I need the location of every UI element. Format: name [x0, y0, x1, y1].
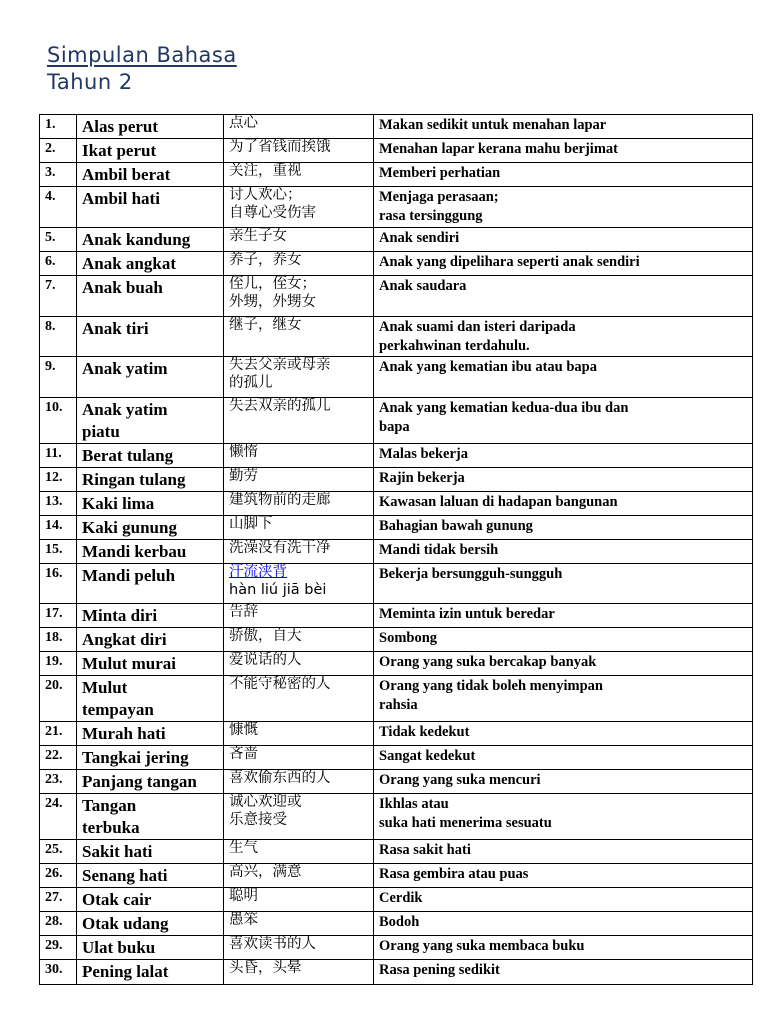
chinese-meaning	[224, 540, 374, 564]
malay-meaning-line: Anak yang kematian kedua-dua ibu dan	[379, 400, 629, 416]
chinese-meaning-line: 乐意接受	[229, 811, 287, 828]
chinese-meaning-line: 点心	[229, 115, 258, 131]
chinese-meaning	[224, 187, 374, 228]
idiom-term-line: Anak tiri	[82, 319, 149, 338]
row-number: 26.	[40, 864, 77, 888]
chinese-meaning-line: 建筑物前的走廊	[229, 492, 331, 508]
row-number: 9.	[40, 357, 77, 398]
chinese-meaning-line: 吝啬	[229, 746, 258, 762]
chinese-meaning-line: 不能守秘密的人	[229, 676, 331, 692]
idiom-term	[77, 912, 224, 936]
chinese-meaning-line: 骄傲，自大	[229, 628, 302, 644]
idiom-term	[77, 770, 224, 794]
table-row	[40, 746, 753, 770]
malay-meaning-line: Orang yang tidak boleh menyimpan	[379, 678, 603, 694]
malay-meaning	[374, 516, 753, 540]
row-number: 12.	[40, 468, 77, 492]
malay-meaning-line: Anak suami dan isteri daripada	[379, 319, 576, 335]
chinese-meaning	[224, 468, 374, 492]
chinese-meaning-line: 诚心欢迎或	[229, 794, 302, 810]
malay-meaning-line: rahsia	[379, 697, 418, 713]
chinese-meaning	[224, 746, 374, 770]
chinese-meaning-line: 告辞	[229, 604, 258, 620]
row-number: 8.	[40, 317, 77, 357]
idiom-term-line: Ulat buku	[82, 938, 156, 957]
idiom-term	[77, 163, 224, 187]
table-row	[40, 398, 753, 444]
chinese-meaning	[224, 163, 374, 187]
idiom-term	[77, 676, 224, 722]
idiom-term	[77, 357, 224, 398]
table-row	[40, 936, 753, 960]
chinese-meaning	[224, 604, 374, 628]
idiom-term-line: Mulut	[82, 678, 128, 697]
malay-meaning	[374, 864, 753, 888]
row-number: 18.	[40, 628, 77, 652]
chinese-meaning-line: 喜欢读书的人	[229, 936, 316, 952]
malay-meaning	[374, 228, 753, 252]
idiom-term	[77, 139, 224, 163]
row-number: 22.	[40, 746, 77, 770]
row-number: 6.	[40, 252, 77, 276]
chinese-meaning-line: 勤劳	[229, 468, 258, 484]
table-row	[40, 163, 753, 187]
chinese-meaning-line: 高兴，满意	[229, 864, 302, 880]
chinese-meaning	[224, 960, 374, 985]
row-number: 4.	[40, 187, 77, 228]
malay-meaning-line: Orang yang suka mencuri	[379, 772, 541, 788]
malay-meaning	[374, 794, 753, 840]
idiom-term-line: Murah hati	[82, 724, 166, 743]
idiom-term-line: Anak yatim	[82, 400, 168, 419]
malay-meaning-line: Anak sendiri	[379, 230, 460, 246]
chinese-meaning-line: 侄儿，侄女；	[229, 276, 316, 292]
chinese-meaning	[224, 115, 374, 139]
table-row	[40, 864, 753, 888]
malay-meaning-line: Menjaga perasaan;	[379, 189, 499, 205]
row-number: 13.	[40, 492, 77, 516]
chinese-meaning	[224, 228, 374, 252]
idiom-term-line: Angkat diri	[82, 630, 167, 649]
row-number: 14.	[40, 516, 77, 540]
row-number: 11.	[40, 444, 77, 468]
idiom-term	[77, 516, 224, 540]
chinese-meaning-line: 继子，继女	[229, 317, 302, 333]
malay-meaning-line: Bahagian bawah gunung	[379, 518, 533, 534]
malay-meaning	[374, 540, 753, 564]
idiom-term	[77, 888, 224, 912]
malay-meaning-line: Bekerja bersungguh-sungguh	[379, 566, 563, 582]
malay-meaning-line: Ikhlas atau	[379, 796, 449, 812]
idiom-term-line: Anak kandung	[82, 230, 191, 249]
row-number: 15.	[40, 540, 77, 564]
chinese-meaning	[224, 840, 374, 864]
malay-meaning-line: Sombong	[379, 630, 438, 646]
malay-meaning	[374, 770, 753, 794]
malay-meaning-line: Cerdik	[379, 890, 423, 906]
row-number: 1.	[40, 115, 77, 139]
idiom-term	[77, 840, 224, 864]
chinese-meaning	[224, 770, 374, 794]
malay-meaning	[374, 163, 753, 187]
idiom-term-line: Tangkai jering	[82, 748, 189, 767]
idiom-term-line: Pening lalat	[82, 962, 169, 981]
chinese-meaning-line: 亲生子女	[229, 228, 287, 244]
row-number: 30.	[40, 960, 77, 985]
chinese-meaning	[224, 444, 374, 468]
idiom-term	[77, 864, 224, 888]
row-number: 20.	[40, 676, 77, 722]
chinese-meaning-line: 失去双亲的孤儿	[229, 398, 331, 414]
malay-meaning-line: Rasa pening sedikit	[379, 962, 500, 978]
table-row	[40, 840, 753, 864]
table-row	[40, 628, 753, 652]
chinese-meaning	[224, 492, 374, 516]
malay-meaning-line: Makan sedikit untuk menahan lapar	[379, 117, 607, 133]
chinese-meaning	[224, 936, 374, 960]
table-row	[40, 652, 753, 676]
idiom-term	[77, 540, 224, 564]
malay-meaning	[374, 652, 753, 676]
idiom-term-line: Mandi kerbau	[82, 542, 187, 561]
chinese-meaning	[224, 398, 374, 444]
chinese-meaning-line: 山脚下	[229, 516, 273, 532]
chinese-meaning	[224, 628, 374, 652]
idiom-term	[77, 794, 224, 840]
chinese-meaning	[224, 676, 374, 722]
row-number: 10.	[40, 398, 77, 444]
table-row	[40, 676, 753, 722]
malay-meaning	[374, 276, 753, 317]
row-number: 24.	[40, 794, 77, 840]
malay-meaning-line: Meminta izin untuk beredar	[379, 606, 555, 622]
idiom-term-line: Mulut murai	[82, 654, 176, 673]
row-number: 23.	[40, 770, 77, 794]
row-number: 5.	[40, 228, 77, 252]
chinese-meaning	[224, 888, 374, 912]
idiom-term	[77, 722, 224, 746]
malay-meaning-line: Anak yang dipelihara seperti anak sendiri	[379, 254, 640, 270]
idiom-term	[77, 228, 224, 252]
idiom-term-line: Ringan tulang	[82, 470, 186, 489]
chinese-meaning-line: 外甥，外甥女	[229, 293, 316, 310]
malay-meaning	[374, 398, 753, 444]
table-row	[40, 540, 753, 564]
malay-meaning-line: Anak yang kematian ibu atau bapa	[379, 359, 597, 375]
malay-meaning-line: rasa tersinggung	[379, 208, 483, 224]
document-title	[47, 42, 237, 96]
malay-meaning	[374, 746, 753, 770]
chinese-meaning-line: 的孤儿	[229, 374, 273, 391]
malay-meaning	[374, 492, 753, 516]
malay-meaning	[374, 604, 753, 628]
table-row	[40, 492, 753, 516]
table-row	[40, 604, 753, 628]
table-row	[40, 276, 753, 317]
malay-meaning	[374, 317, 753, 357]
row-number: 19.	[40, 652, 77, 676]
malay-meaning-line: Rasa gembira atau puas	[379, 866, 529, 882]
table-row	[40, 722, 753, 746]
malay-meaning-line: suka hati menerima sesuatu	[379, 815, 552, 831]
table-row	[40, 317, 753, 357]
table-row	[40, 468, 753, 492]
table-row	[40, 564, 753, 604]
table-row	[40, 794, 753, 840]
chinese-meaning-line: 慷慨	[229, 722, 258, 738]
malay-meaning	[374, 722, 753, 746]
idiom-term-line: Sakit hati	[82, 842, 153, 861]
idiom-term	[77, 564, 224, 604]
malay-meaning-line: bapa	[379, 419, 410, 435]
idiom-term	[77, 317, 224, 357]
chinese-meaning-line: 喜欢偷东西的人	[229, 770, 331, 786]
title-line-2: Tahun 2	[47, 70, 133, 94]
malay-meaning	[374, 960, 753, 985]
table-row	[40, 357, 753, 398]
chinese-meaning-line: 头昏，头晕	[229, 960, 302, 976]
idiom-term	[77, 444, 224, 468]
row-number: 3.	[40, 163, 77, 187]
chinese-meaning	[224, 252, 374, 276]
table-row	[40, 115, 753, 139]
malay-meaning	[374, 936, 753, 960]
malay-meaning-line: Menahan lapar kerana mahu berjimat	[379, 141, 618, 157]
row-number: 28.	[40, 912, 77, 936]
chinese-meaning	[224, 864, 374, 888]
chinese-meaning	[224, 652, 374, 676]
row-number: 2.	[40, 139, 77, 163]
title-line-1: Simpulan Bahasa	[47, 43, 237, 67]
malay-meaning	[374, 187, 753, 228]
chinese-meaning-line: 生气	[229, 840, 258, 856]
malay-meaning	[374, 139, 753, 163]
idiom-term-line: Panjang tangan	[82, 772, 197, 791]
malay-meaning-line: Anak saudara	[379, 278, 467, 294]
malay-meaning	[374, 912, 753, 936]
idiom-term-line: Otak udang	[82, 914, 169, 933]
malay-meaning	[374, 564, 753, 604]
idiom-term-line: Ambil berat	[82, 165, 171, 184]
chinese-meaning-line: 爱说话的人	[229, 652, 302, 668]
chinese-meaning	[224, 317, 374, 357]
idiom-term-line: Kaki gunung	[82, 518, 177, 537]
table-row	[40, 444, 753, 468]
malay-meaning	[374, 115, 753, 139]
malay-meaning-line: Mandi tidak bersih	[379, 542, 499, 558]
malay-meaning-line: perkahwinan terdahulu.	[379, 338, 530, 354]
idiom-term-line: Otak cair	[82, 890, 152, 909]
idiom-term	[77, 252, 224, 276]
malay-meaning	[374, 468, 753, 492]
idiom-term-line: Senang hati	[82, 866, 168, 885]
chinese-meaning	[224, 139, 374, 163]
malay-meaning-line: Tidak kedekut	[379, 724, 470, 740]
idiom-term-line: terbuka	[82, 818, 140, 837]
idiom-term-line: Mandi peluh	[82, 566, 176, 585]
row-number: 16.	[40, 564, 77, 604]
row-number: 17.	[40, 604, 77, 628]
chinese-meaning-line: 养子，养女	[229, 252, 302, 268]
chinese-meaning-line: 聪明	[229, 888, 258, 904]
malay-meaning	[374, 357, 753, 398]
chinese-meaning-line: 失去父亲或母亲	[229, 357, 331, 373]
malay-meaning	[374, 628, 753, 652]
chinese-meaning-line: 自尊心受伤害	[229, 204, 316, 221]
chinese-meaning-line: 关注，重视	[229, 163, 302, 179]
idiom-table	[39, 114, 753, 985]
idiom-term	[77, 492, 224, 516]
pinyin-text: hàn liú jiā bèi	[229, 581, 327, 598]
idiom-term-line: Anak angkat	[82, 254, 177, 273]
idiom-term	[77, 960, 224, 985]
table-row	[40, 912, 753, 936]
malay-meaning-line: Kawasan laluan di hadapan bangunan	[379, 494, 618, 510]
idiom-term-line: Tangan	[82, 796, 137, 815]
malay-meaning-line: Bodoh	[379, 914, 420, 930]
table-row	[40, 228, 753, 252]
chinese-meaning-line: 懒惰	[229, 444, 258, 460]
idiom-term-line: Anak buah	[82, 278, 163, 297]
idiom-term	[77, 604, 224, 628]
row-number: 29.	[40, 936, 77, 960]
table-row	[40, 770, 753, 794]
idiom-term	[77, 936, 224, 960]
row-number: 21.	[40, 722, 77, 746]
malay-meaning	[374, 252, 753, 276]
idiom-term	[77, 468, 224, 492]
chinese-meaning-line: 愚笨	[229, 912, 258, 928]
idiom-term-line: Ikat perut	[82, 141, 157, 160]
malay-meaning-line: Sangat kedekut	[379, 748, 476, 764]
table-row	[40, 960, 753, 985]
idiom-term-line: Ambil hati	[82, 189, 160, 208]
malay-meaning	[374, 444, 753, 468]
malay-meaning	[374, 840, 753, 864]
chinese-meaning	[224, 564, 374, 604]
row-number: 7.	[40, 276, 77, 317]
idiom-term-line: tempayan	[82, 700, 154, 719]
malay-meaning-line: Orang yang suka bercakap banyak	[379, 654, 597, 670]
idiom-term	[77, 187, 224, 228]
malay-meaning-line: Rajin bekerja	[379, 470, 465, 486]
chinese-meaning	[224, 516, 374, 540]
chinese-meaning	[224, 357, 374, 398]
malay-meaning-line: Malas bekerja	[379, 446, 468, 462]
chinese-meaning	[224, 276, 374, 317]
idiom-term-line: Berat tulang	[82, 446, 174, 465]
idiom-term	[77, 276, 224, 317]
malay-meaning	[374, 888, 753, 912]
idiom-term	[77, 115, 224, 139]
table-row	[40, 252, 753, 276]
idiom-term-line: Minta diri	[82, 606, 158, 625]
chinese-meaning-line: 为了省钱而挨饿	[229, 139, 331, 155]
row-number: 27.	[40, 888, 77, 912]
malay-meaning-line: Memberi perhatian	[379, 165, 501, 181]
idiom-term	[77, 628, 224, 652]
table-row	[40, 516, 753, 540]
chinese-meaning-link[interactable]: 汗流浃背	[229, 564, 287, 580]
table-row	[40, 888, 753, 912]
chinese-meaning	[224, 912, 374, 936]
chinese-meaning	[224, 722, 374, 746]
idiom-term-line: piatu	[82, 422, 120, 441]
malay-meaning	[374, 676, 753, 722]
chinese-meaning	[224, 794, 374, 840]
idiom-term-line: Kaki lima	[82, 494, 155, 513]
table-row	[40, 139, 753, 163]
chinese-meaning-line: 讨人欢心；	[229, 187, 302, 203]
idiom-term-line: Alas perut	[82, 117, 159, 136]
row-number: 25.	[40, 840, 77, 864]
malay-meaning-line: Rasa sakit hati	[379, 842, 471, 858]
malay-meaning-line: Orang yang suka membaca buku	[379, 938, 585, 954]
idiom-term	[77, 652, 224, 676]
table-row	[40, 187, 753, 228]
chinese-meaning-line: 洗澡没有洗干净	[229, 540, 331, 556]
idiom-term	[77, 746, 224, 770]
idiom-term-line: Anak yatim	[82, 359, 168, 378]
idiom-term	[77, 398, 224, 444]
